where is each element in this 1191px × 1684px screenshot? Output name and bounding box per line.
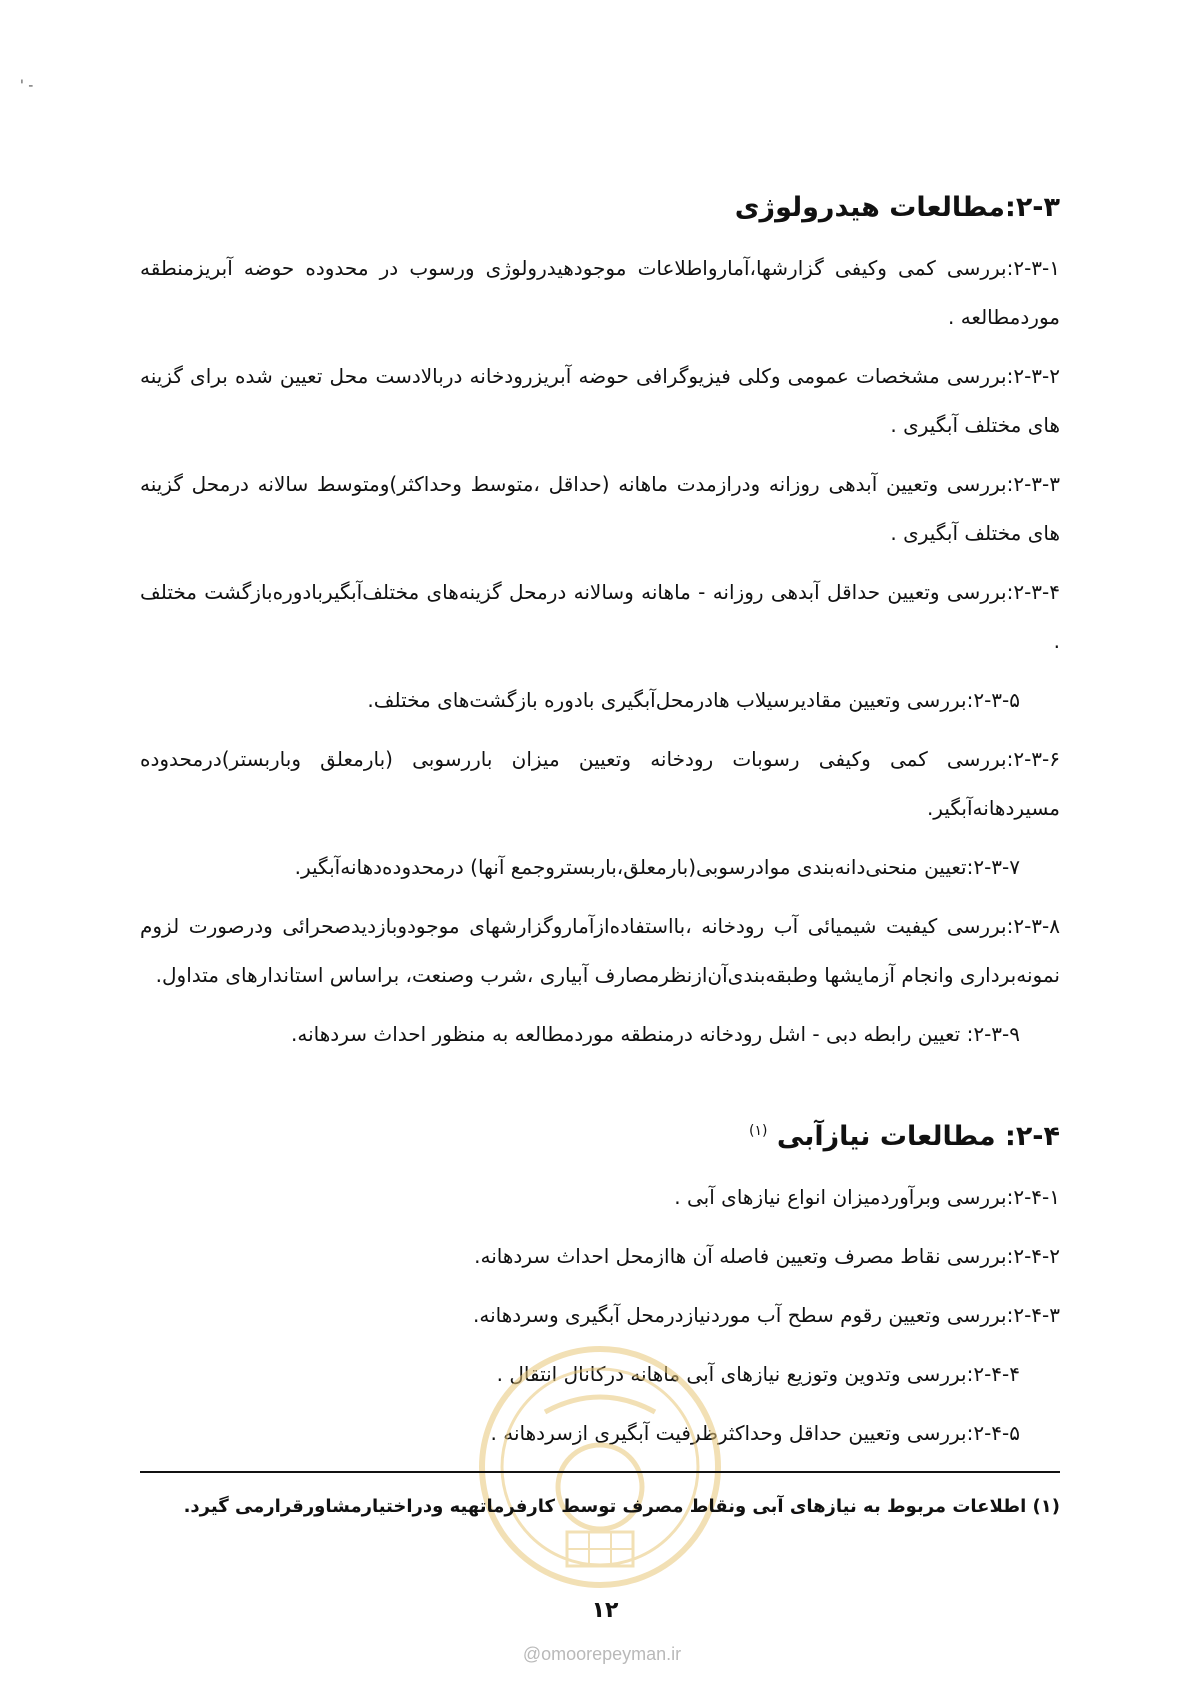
paragraph-2-3-7: ۲-۳-۷:تعیین منحنی‌دانه‌بندی موادرسوبی(بارمعلق،باربستروجمع آنها) درمحدوده‌دهانه‌آبگیر. [294,855,1020,879]
paragraph-2-4-4: ۲-۴-۴:بررسی وتدوین وتوزیع نیازهای آبی ماهانه درکانال انتقال . [496,1362,1020,1386]
paragraph-2-3-8: ۲-۳-۸:بررسی کیفیت شیمیائی آب رودخانه ،بااستفاده‌ازآماروگزارشهای موجودوبازدیدصحرائی ودرصورت لزوم نمونه‌برداری وانجام آزمایشها وطبقه‌بندی‌آن‌ازنظرمصارف آبیاری ،شرب وصنعت، براساس استاندارهای متداول. [140,914,1060,987]
paragraph-2-3-6: ۲-۳-۶:بررسی کمی وکیفی رسوبات رودخانه وتعیین میزان باررسوبی (بارمعلق وباربستر)درمحدوده مسیردهانه‌آبگیر. [140,747,1060,820]
paragraph-2-3-4: ۲-۳-۴:بررسی وتعیین حداقل آبدهی روزانه - ماهانه وسالانه درمحل گزینه‌های مختلف‌آبگیربادوره‌بازگشت مختلف . [140,580,1060,653]
paragraph-2-4-1: ۲-۴-۱:بررسی وبرآوردمیزان انواع نیازهای آبی . [674,1185,1060,1209]
section-gap [140,1069,1060,1111]
paragraph-2-3-9: ۲-۳-۹: تعیین رابطه دبی - اشل رودخانه درمنطقه موردمطالعه به منظور احداث سردهانه. [291,1022,1020,1046]
paragraph-2-4-3: ۲-۴-۳:بررسی وتعیین رقوم سطح آب موردنیازدرمحل آبگیری وسردهانه. [473,1303,1060,1327]
document-body [140,188,1060,1468]
section-heading-water-demand: ۲-۴: مطالعات نیازآبی $^{(۱)}$ [749,1121,1060,1152]
footnote-divider [140,1471,1060,1473]
section-heading-hydrology: ۲-۳:مطالعات هیدرولوژی [734,192,1060,223]
page-number: ۱۲ [591,1598,619,1623]
paragraph-2-3-3: ۲-۳-۳:بررسی وتعیین آبدهی روزانه ودرازمدت ماهانه (حداقل ،متوسط وحداکثر)ومتوسط سالانه درمحل گزینه های مختلف آبگیری . [140,472,1060,545]
watermark-url: @omoorepeyman.ir [522,1644,682,1664]
paragraph-2-3-2: ۲-۳-۲:بررسی مشخصات عمومی وکلی فیزیوگرافی حوضه آبریزرودخانه دربالادست محل تعیین شده برای گزینه های مختلف آبگیری . [140,364,1060,437]
paragraph-2-4-5: ۲-۴-۵:بررسی وتعیین حداقل وحداکثرظرفیت آبگیری ازسردهانه . [490,1421,1020,1445]
paragraph-2-3-5: ۲-۳-۵:بررسی وتعیین مقادیرسیلاب هادرمحل‌آبگیری بادوره بازگشت‌های مختلف. [367,688,1020,712]
footnote-reference: (۱) [749,1123,768,1139]
seal-watermark-icon [475,1342,725,1592]
corner-mark: ' - [20,78,34,94]
paragraph-2-4-2: ۲-۴-۲:بررسی نقاط مصرف وتعیین فاصله آن هاازمحل احداث سردهانه. [474,1244,1060,1268]
footnote-text: (۱) اطلاعات مربوط به نیازهای آبی ونقاط مصرف توسط کارفرماتهیه ودراختیارمشاورقرارمی گیرد. [183,1496,1060,1517]
paragraph-2-3-1: ۲-۳-۱:بررسی کمی وکیفی گزارشها،آماروا‌طلاعات موجودهیدرولوژی ورسوب در محدوده حوضه آبریزمنطقه موردمطالعه . [140,256,1060,329]
